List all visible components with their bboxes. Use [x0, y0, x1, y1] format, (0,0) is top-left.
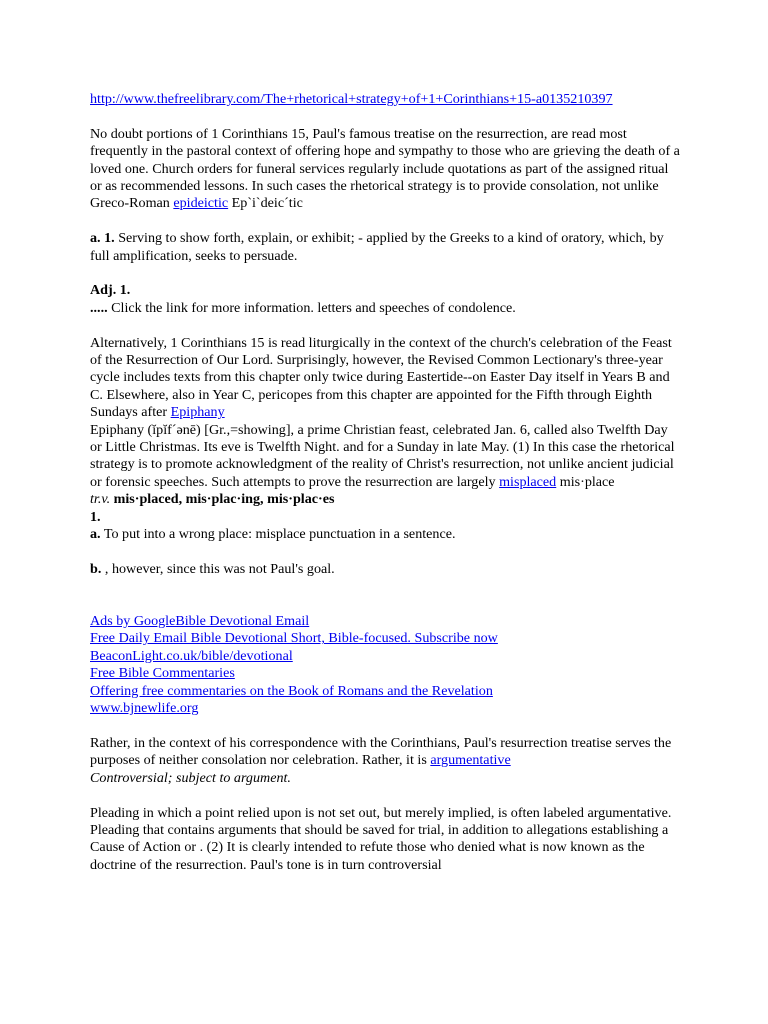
- argumentative-link[interactable]: argumentative: [430, 752, 511, 769]
- argumentative-definition-text: Controversial; subject to argument.: [90, 769, 291, 786]
- paragraph-liturgical: [90, 335, 680, 422]
- document-body: [90, 91, 680, 874]
- paragraph-text: Pleading in which a point relied upon is not set out, but merely implied, is often labeled argumentative. Pleading that contains arguments that should be saved for trial, in addition to allegations establishing a Cause of Action or . (2) It is clearly intended to refute those who denied what is now known as the doctrine of the resurrection. Paul's tone is in turn controversial: [90, 804, 672, 873]
- adjective-heading: [90, 282, 680, 299]
- adjective-text: Click the link for more information. letters and speeches of condolence.: [107, 299, 516, 316]
- misplace-sense-b: [90, 561, 680, 578]
- google-ads-block: [90, 613, 680, 717]
- misplace-forms: [90, 491, 680, 508]
- ad-devotional-description-link[interactable]: Free Daily Email Bible Devotional Short, Bible-focused. Subscribe now: [90, 630, 498, 647]
- sense-a-text: To put into a wrong place: misplace punctuation in a sentence.: [100, 526, 456, 543]
- epideictic-pronunciation: Ep`i`deic´tic: [228, 195, 303, 212]
- definition-text: Serving to show forth, explain, or exhibit; - applied by the Greeks to a kind of oratory, which, by full amplification, seeks to persuade.: [90, 230, 664, 264]
- paragraph-text: Epiphany (ĭpĭf´ənē) [Gr.,=showing], a prime Christian feast, celebrated Jan. 6, called also Twelfth Day or Little Christmas. Its eve is Twelfth Night. and for a Sunday in late May. (1) In this case the rhetorical strategy is to promote acknowledgment of the reality of Christ's resurrection, not unlike ancient judicial or forensic speeches. Such attempts to prove the resurrection are largely: [90, 421, 675, 490]
- sense-a-label: a.: [90, 526, 101, 543]
- sense-b-label: b.: [90, 560, 102, 577]
- argumentative-definition: [90, 770, 680, 787]
- paragraph-argumentative: [90, 735, 680, 770]
- source-url-line: [90, 91, 680, 108]
- ellipsis-marker: .....: [90, 299, 108, 316]
- verb-forms: mis·placed, mis·plac·ing, mis·plac·es: [110, 491, 335, 508]
- epideictic-link[interactable]: epideictic: [173, 195, 229, 212]
- paragraph-consolation: [90, 126, 680, 213]
- ads-by-google-link[interactable]: Ads by GoogleBible Devotional Email: [90, 613, 310, 630]
- ad-commentaries-title-link[interactable]: Free Bible Commentaries: [90, 665, 235, 682]
- paragraph-text: No doubt portions of 1 Corinthians 15, Paul's famous treatise on the resurrection, are read most frequently in the pastoral context of offering hope and sympathy to those who are grieving the death of a loved one. Church orders for funeral services regularly include quotations as part of the assigned ritual or as recommended lessons. In such cases the rhetorical strategy is to provide consolation, not unlike Greco-Roman: [90, 125, 680, 212]
- paragraph-epiphany-definition: [90, 422, 680, 492]
- adjective-label: Adj. 1.: [90, 282, 131, 299]
- paragraph-pleading: [90, 805, 680, 875]
- ad-beaconlight-link[interactable]: BeaconLight.co.uk/bible/devotional: [90, 647, 293, 664]
- definition-label: a. 1.: [90, 230, 115, 247]
- source-url-link[interactable]: http://www.thefreelibrary.com/The+rhetorical+strategy+of+1+Corinthians+15-a0135210397: [90, 91, 613, 107]
- paragraph-text: Alternatively, 1 Corinthians 15 is read liturgically in the context of the church's celebration of the Feast of the Resurrection of Our Lord. Surprisingly, however, the Revised Common Lectionary's three-year cycle includes texts from this chapter only twice during Eastertide--on Easter Day itself in Years B and C. Elsewhere, also in Year C, pericopes from this chapter are appointed for the Fifth through Eighth Sundays after: [90, 334, 672, 421]
- misplace-sense-a: [90, 526, 680, 543]
- misplaced-link[interactable]: misplaced: [499, 473, 557, 490]
- misplace-pronunciation: mis·place: [556, 473, 615, 490]
- ad-bjnewlife-link[interactable]: www.bjnewlife.org: [90, 700, 199, 717]
- part-of-speech: tr.v.: [90, 491, 111, 508]
- paragraph-text: Rather, in the context of his correspondence with the Corinthians, Paul's resurrection treatise serves the purposes of neither consolation nor celebration. Rather, it is: [90, 734, 672, 769]
- epiphany-link[interactable]: Epiphany: [170, 404, 225, 421]
- ad-commentaries-description-link[interactable]: Offering free commentaries on the Book of Romans and the Revelation: [90, 682, 493, 699]
- sense-b-text: , however, since this was not Paul's goal.: [101, 560, 335, 577]
- definition-epideictic: [90, 230, 680, 265]
- sense-number: 1.: [90, 508, 101, 525]
- adjective-definition: [90, 300, 680, 317]
- misplace-sense-number: [90, 509, 680, 526]
